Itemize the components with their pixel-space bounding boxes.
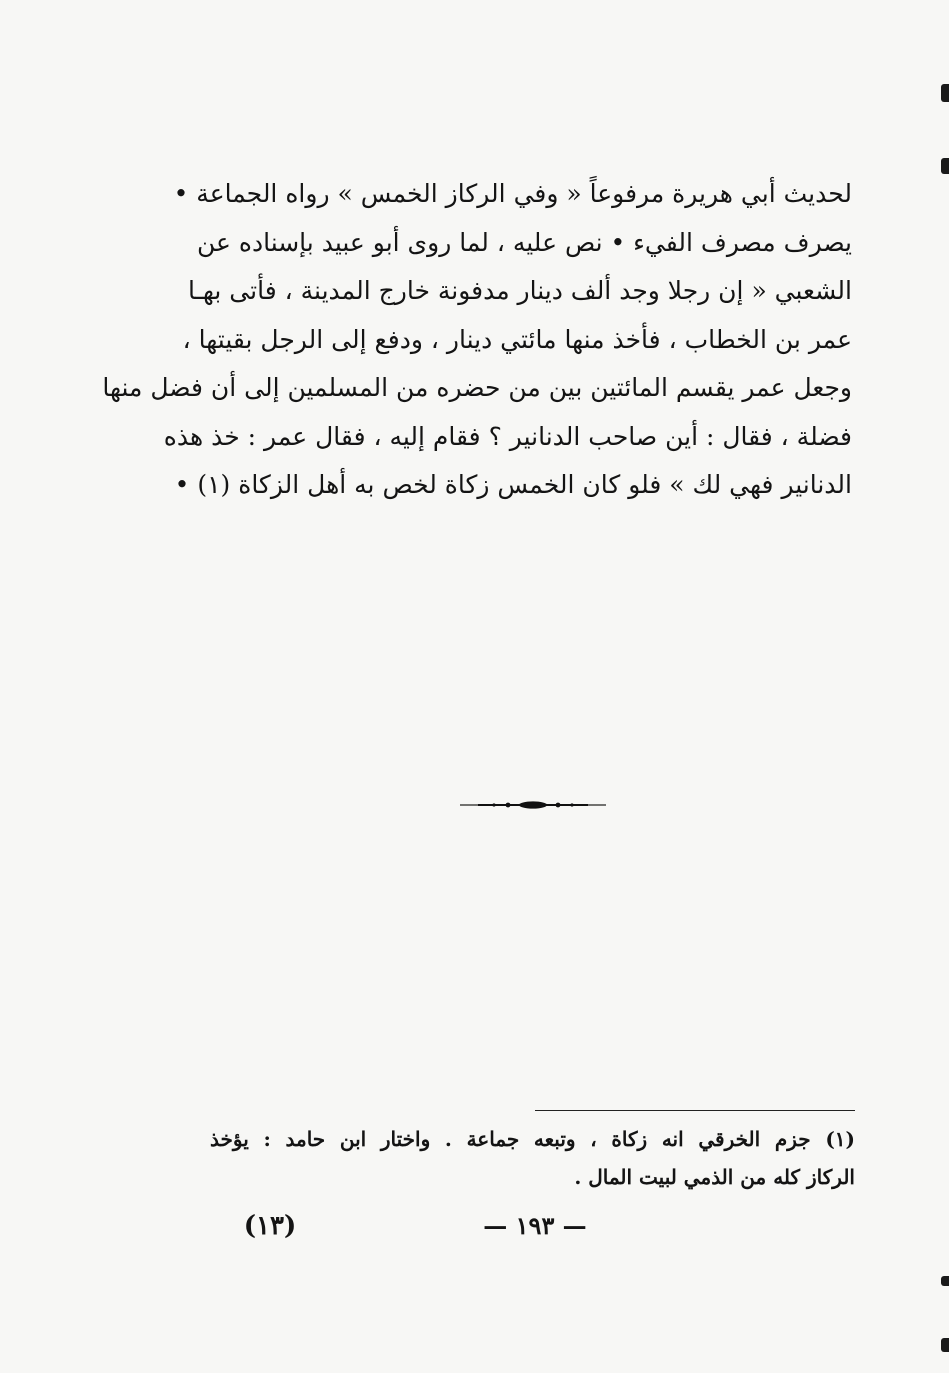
sheet-number: (١٣): [243, 1211, 297, 1241]
text-line: الدنانير فهي لك » فلو كان الخمس زكاة لخص به أهل الزكاة (١) •: [174, 470, 852, 499]
text-line: يصرف مصرف الفيء • نص عليه ، لما روى أبو عبيد بإسناده عن: [196, 227, 852, 257]
footnote-separator: [535, 1110, 855, 1111]
binding-mark: [941, 84, 949, 102]
text-line: وجعل عمر يقسم المائتين بين من حضره من المسلمين إلى أن فضل منها: [102, 373, 852, 402]
text-line: فضلة ، فقال : أين صاحب الدنانير ؟ فقام إليه ، فقال عمر : خذ هذه: [163, 421, 852, 451]
divider-ornament-icon: [458, 797, 608, 813]
page-number: — ١٩٣ —: [483, 1211, 587, 1240]
binding-mark: [941, 1276, 949, 1286]
main-text-block: [102, 170, 852, 510]
text-line: عمر بن الخطاب ، فأخذ منها مائتي دينار ، ودفع إلى الرجل بقيتها ،: [182, 324, 852, 354]
text-line: الشعبي « إن رجلا وجد ألف دينار مدفونة خارج المدينة ، فأتى بهـا: [187, 276, 852, 305]
binding-mark: [941, 1338, 949, 1352]
footnote-line: (١) جزم الخرقي انه زكاة ، وتبعه جماعة . واختار ابن حامد : يؤخذ: [210, 1127, 855, 1151]
footnote-block: [210, 1120, 855, 1196]
text-line: لحديث أبي هريرة مرفوعاً « وفي الركاز الخمس » رواه الجماعة •: [173, 179, 852, 208]
binding-mark: [941, 158, 949, 174]
footnote-line: الركاز كله من الذمي لبيت المال .: [574, 1165, 855, 1189]
